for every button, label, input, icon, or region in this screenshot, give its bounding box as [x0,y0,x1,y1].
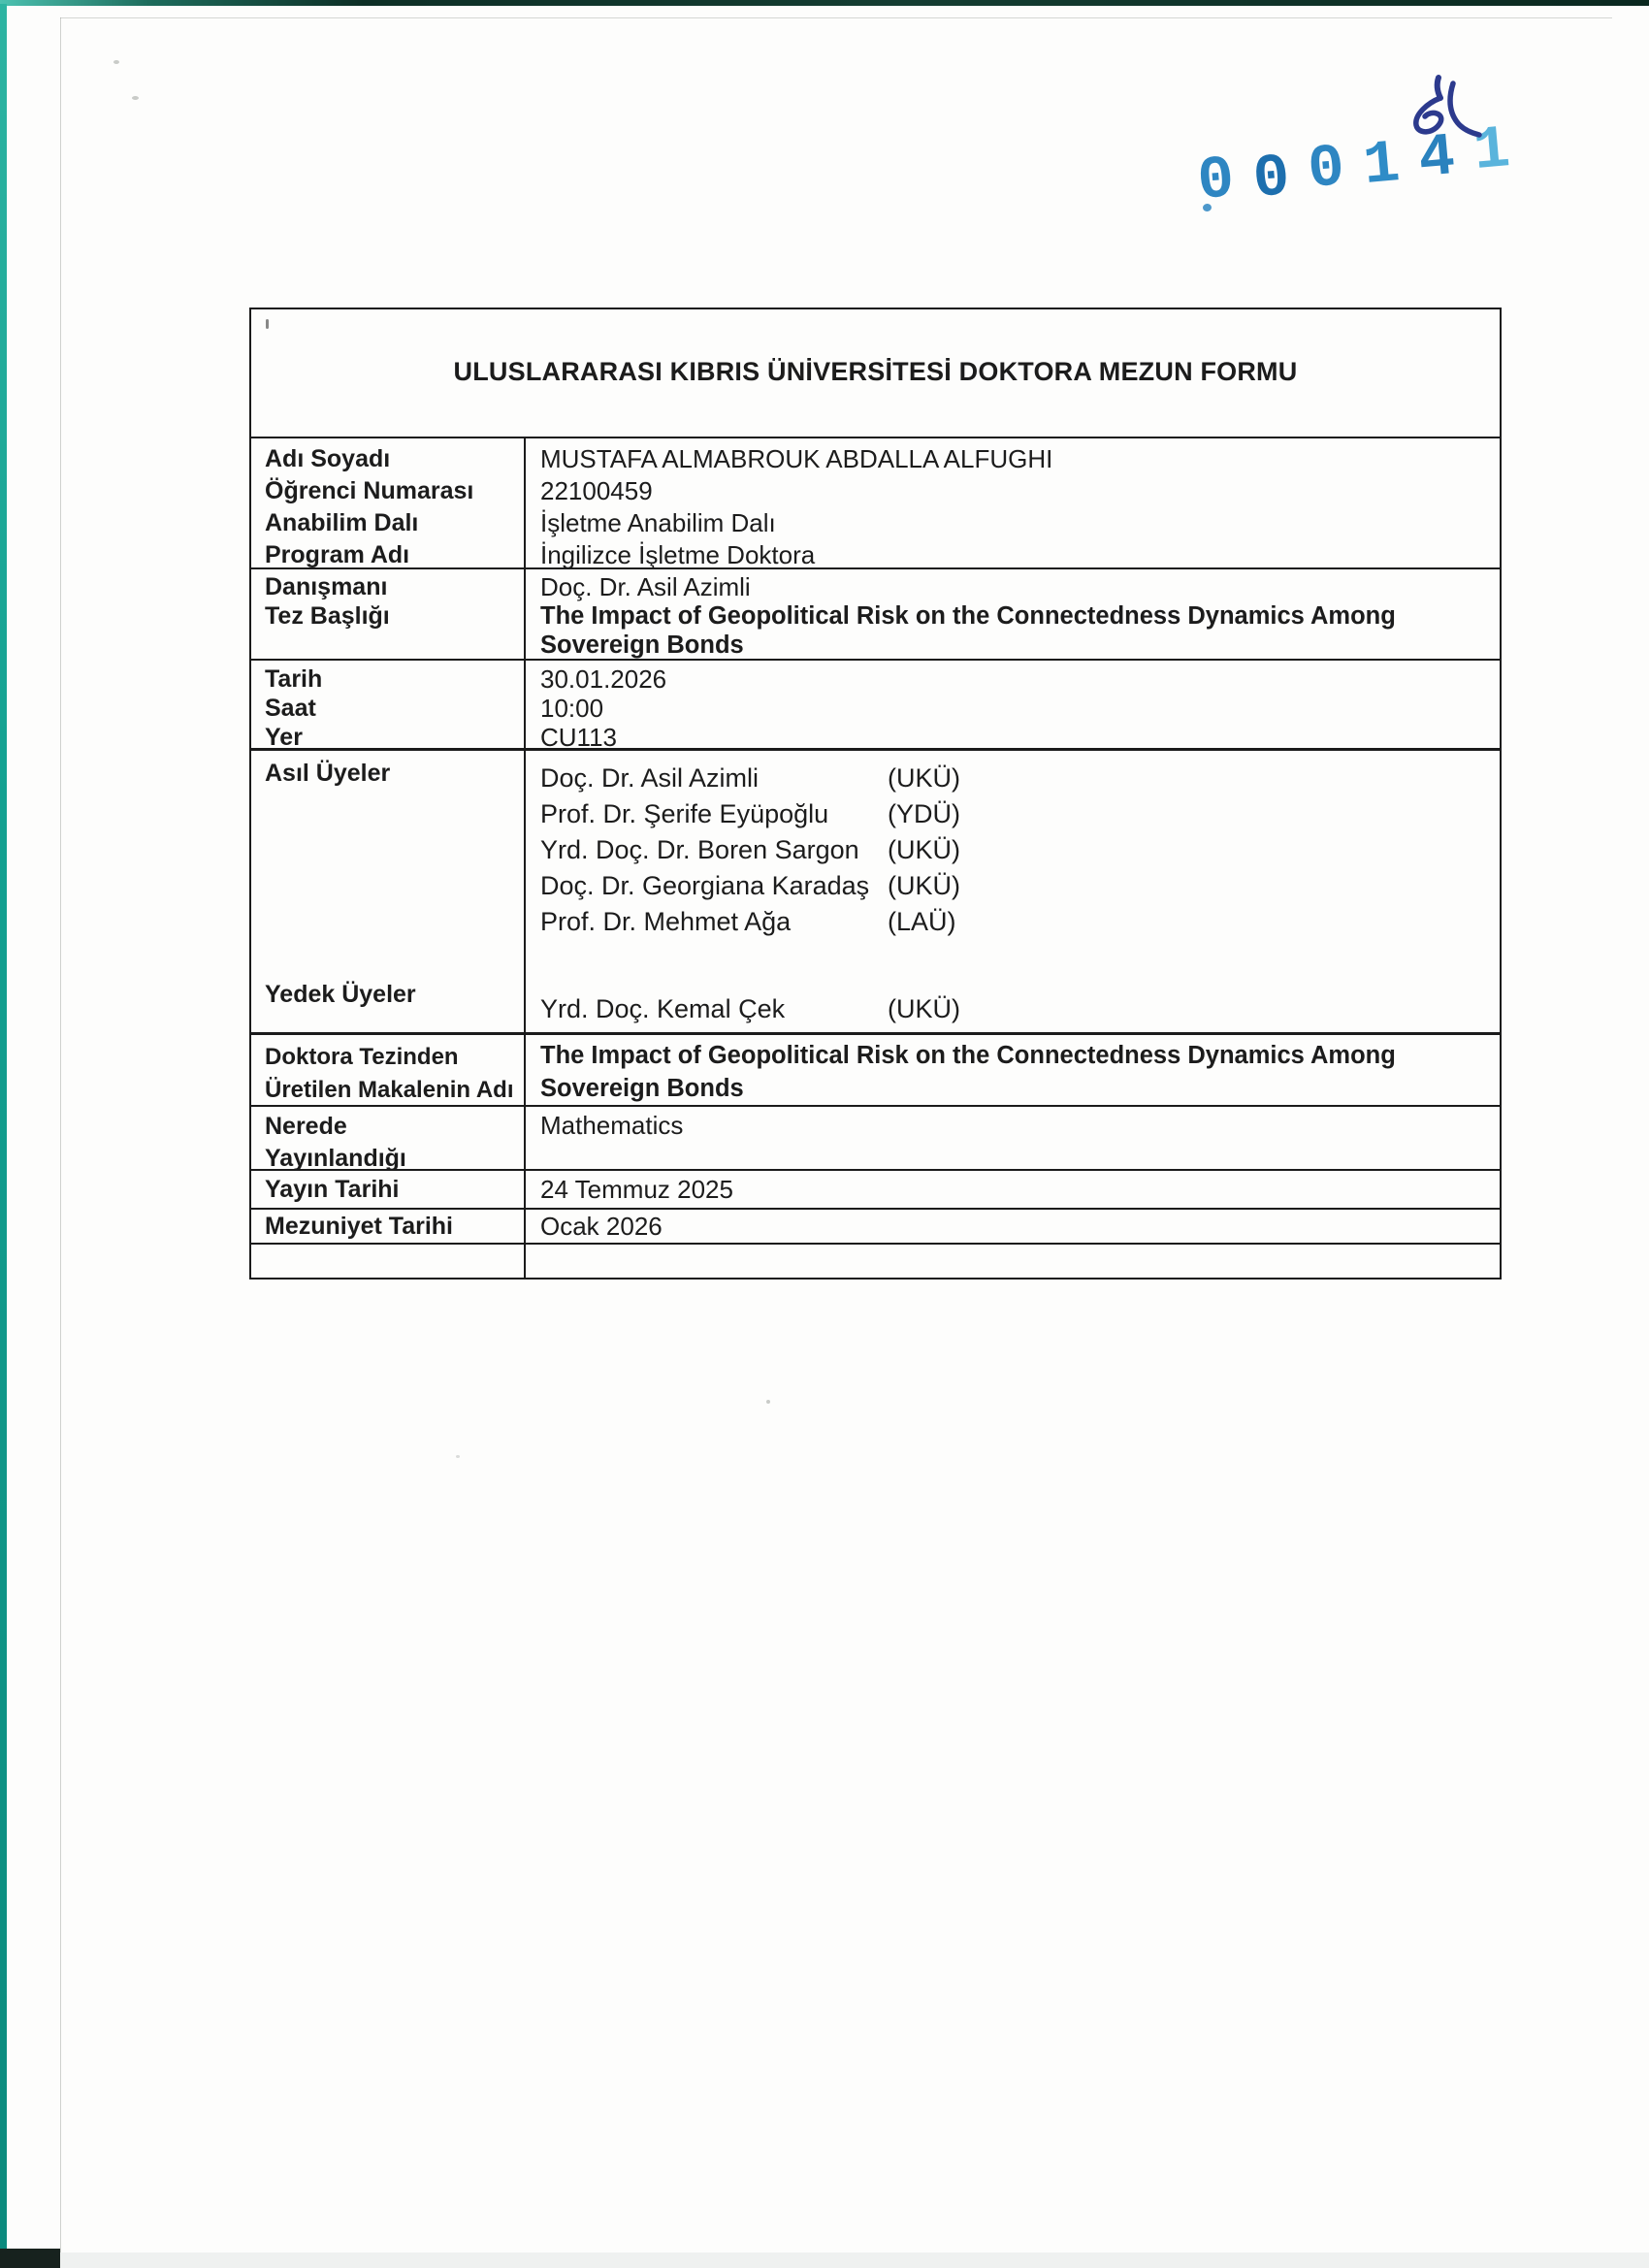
committee-member [540,761,1500,796]
member-affiliation: (YDÜ) [888,799,960,828]
field-label-graduation-date: Mezuniyet Tarihi [265,1213,454,1240]
field-value-name: MUSTAFA ALMABROUK ABDALLA ALFUGHI [540,444,1053,473]
graduation-form-table [249,308,1502,1280]
field-value-place: CU113 [540,723,618,752]
member-name: Yrd. Doç. Kemal Çek [540,994,786,1023]
member-affiliation: (UKÜ) [888,994,960,1023]
publication-date-value-cell [526,1171,1500,1208]
advisor-thesis-labels [251,569,526,659]
empty-row [251,1243,1500,1278]
article-labels [251,1035,526,1105]
field-label-time: Saat [265,695,316,722]
field-label-thesis-title: Tez Başlığı [265,602,390,630]
field-value-article-title: The Impact of Geopolitical Risk on the Connectedness Dynamics Among Sovereign Bonds [540,1042,1396,1102]
member-name: Yrd. Doç. Dr. Boren Sargon [540,835,859,864]
published-in-row [251,1105,1500,1172]
graduation-date-label-cell [251,1210,526,1243]
empty-value-cell [526,1245,1500,1278]
defense-values [526,661,1500,752]
field-value-date: 30.01.2026 [540,664,667,694]
scanner-top-edge [0,0,1649,6]
stamp-digit: 1 [1471,113,1533,187]
committee-member [540,832,1500,868]
field-label-published-line2: Yayınlandığı [265,1145,406,1172]
stamp-digit: 0 [1250,141,1312,215]
scan-speck [766,1400,770,1404]
stamp-digit: 1 [1360,127,1422,202]
form-header-row [251,309,1500,437]
publication-date-row [251,1169,1500,1208]
published-in-value [526,1107,1500,1169]
stamp-digit: 0 [1194,143,1257,216]
committee-member [540,904,1500,940]
stamp-digit: 0 [1305,131,1367,206]
paper-top-edge [60,17,1612,18]
field-label-place: Yer [265,724,303,751]
member-affiliation: (UKÜ) [888,763,960,793]
field-label-advisor: Danışmanı [265,573,388,600]
empty-label-cell [251,1245,526,1278]
scanner-corner-shadow [0,2249,60,2268]
field-value-published-in: Mathematics [540,1111,684,1140]
scan-speck [113,60,119,64]
scan-speck [132,96,139,100]
identity-row [251,437,1500,567]
published-in-labels [251,1107,526,1172]
committee-member [540,796,1500,832]
member-affiliation: (UKÜ) [888,835,960,864]
member-name: Prof. Dr. Mehmet Ağa [540,907,792,936]
graduation-date-value-cell [526,1210,1500,1243]
field-label-student-number: Öğrenci Numarası [265,477,474,504]
scanner-left-edge [0,4,7,2268]
field-label-name: Adı Soyadı [265,445,391,472]
article-row [251,1032,1500,1105]
field-label-principal-members: Asıl Üyeler [265,760,391,787]
field-label-article-line1: Doktora Tezinden [265,1044,459,1070]
scanner-bottom-edge [0,2252,1649,2268]
field-value-time: 10:00 [540,694,604,723]
advisor-thesis-row [251,567,1500,659]
field-label-program: Program Adı [265,541,410,568]
committee-row [251,748,1500,1032]
member-name: Doç. Dr. Asil Azimli [540,763,760,793]
identity-labels [251,438,526,567]
form-title: ULUSLARARASI KIBRIS ÜNİVERSİTESİ DOKTORA MEZUN FORMU [453,357,1298,386]
advisor-thesis-values [526,569,1500,659]
field-value-student-number: 22100459 [540,476,653,505]
field-value-program: İngilizce İşletme Doktora [540,540,816,569]
field-label-article-line2: Üretilen Makalenin Adı [265,1077,514,1103]
field-value-department: İşletme Anabilim Dalı [540,508,776,537]
field-label-date: Tarih [265,665,323,693]
member-name: Prof. Dr. Şerife Eyüpoğlu [540,799,829,828]
field-value-graduation-date: Ocak 2026 [540,1212,663,1241]
graduation-date-row [251,1208,1500,1243]
committee-members [526,751,1500,1032]
field-value-thesis-title: The Impact of Geopolitical Risk on the Connectedness Dynamics Among Sovereign Bonds [540,602,1396,659]
identity-values [526,438,1500,567]
defense-labels [251,661,526,751]
field-label-department: Anabilim Dalı [265,509,419,536]
paper-left-edge [60,17,61,2252]
field-label-publication-date: Yayın Tarihi [265,1176,400,1203]
committee-member [540,868,1500,904]
defense-row [251,659,1500,752]
member-affiliation: (LAÜ) [888,907,956,936]
article-value [526,1035,1500,1105]
stamp-digit: 4 [1415,120,1477,195]
field-value-advisor: Doç. Dr. Asil Azimli [540,572,751,601]
member-affiliation: (UKÜ) [888,871,960,900]
pen-mark-icon [1402,74,1489,151]
field-label-substitute-members: Yedek Üyeler [265,981,416,1008]
member-name: Doç. Dr. Georgiana Karadaş [540,871,870,900]
publication-date-label-cell [251,1171,526,1208]
field-label-published-line1: Nerede [265,1113,347,1140]
field-value-publication-date: 24 Temmuz 2025 [540,1175,733,1204]
scan-speck [456,1455,460,1458]
substitute-member [540,991,1500,1027]
